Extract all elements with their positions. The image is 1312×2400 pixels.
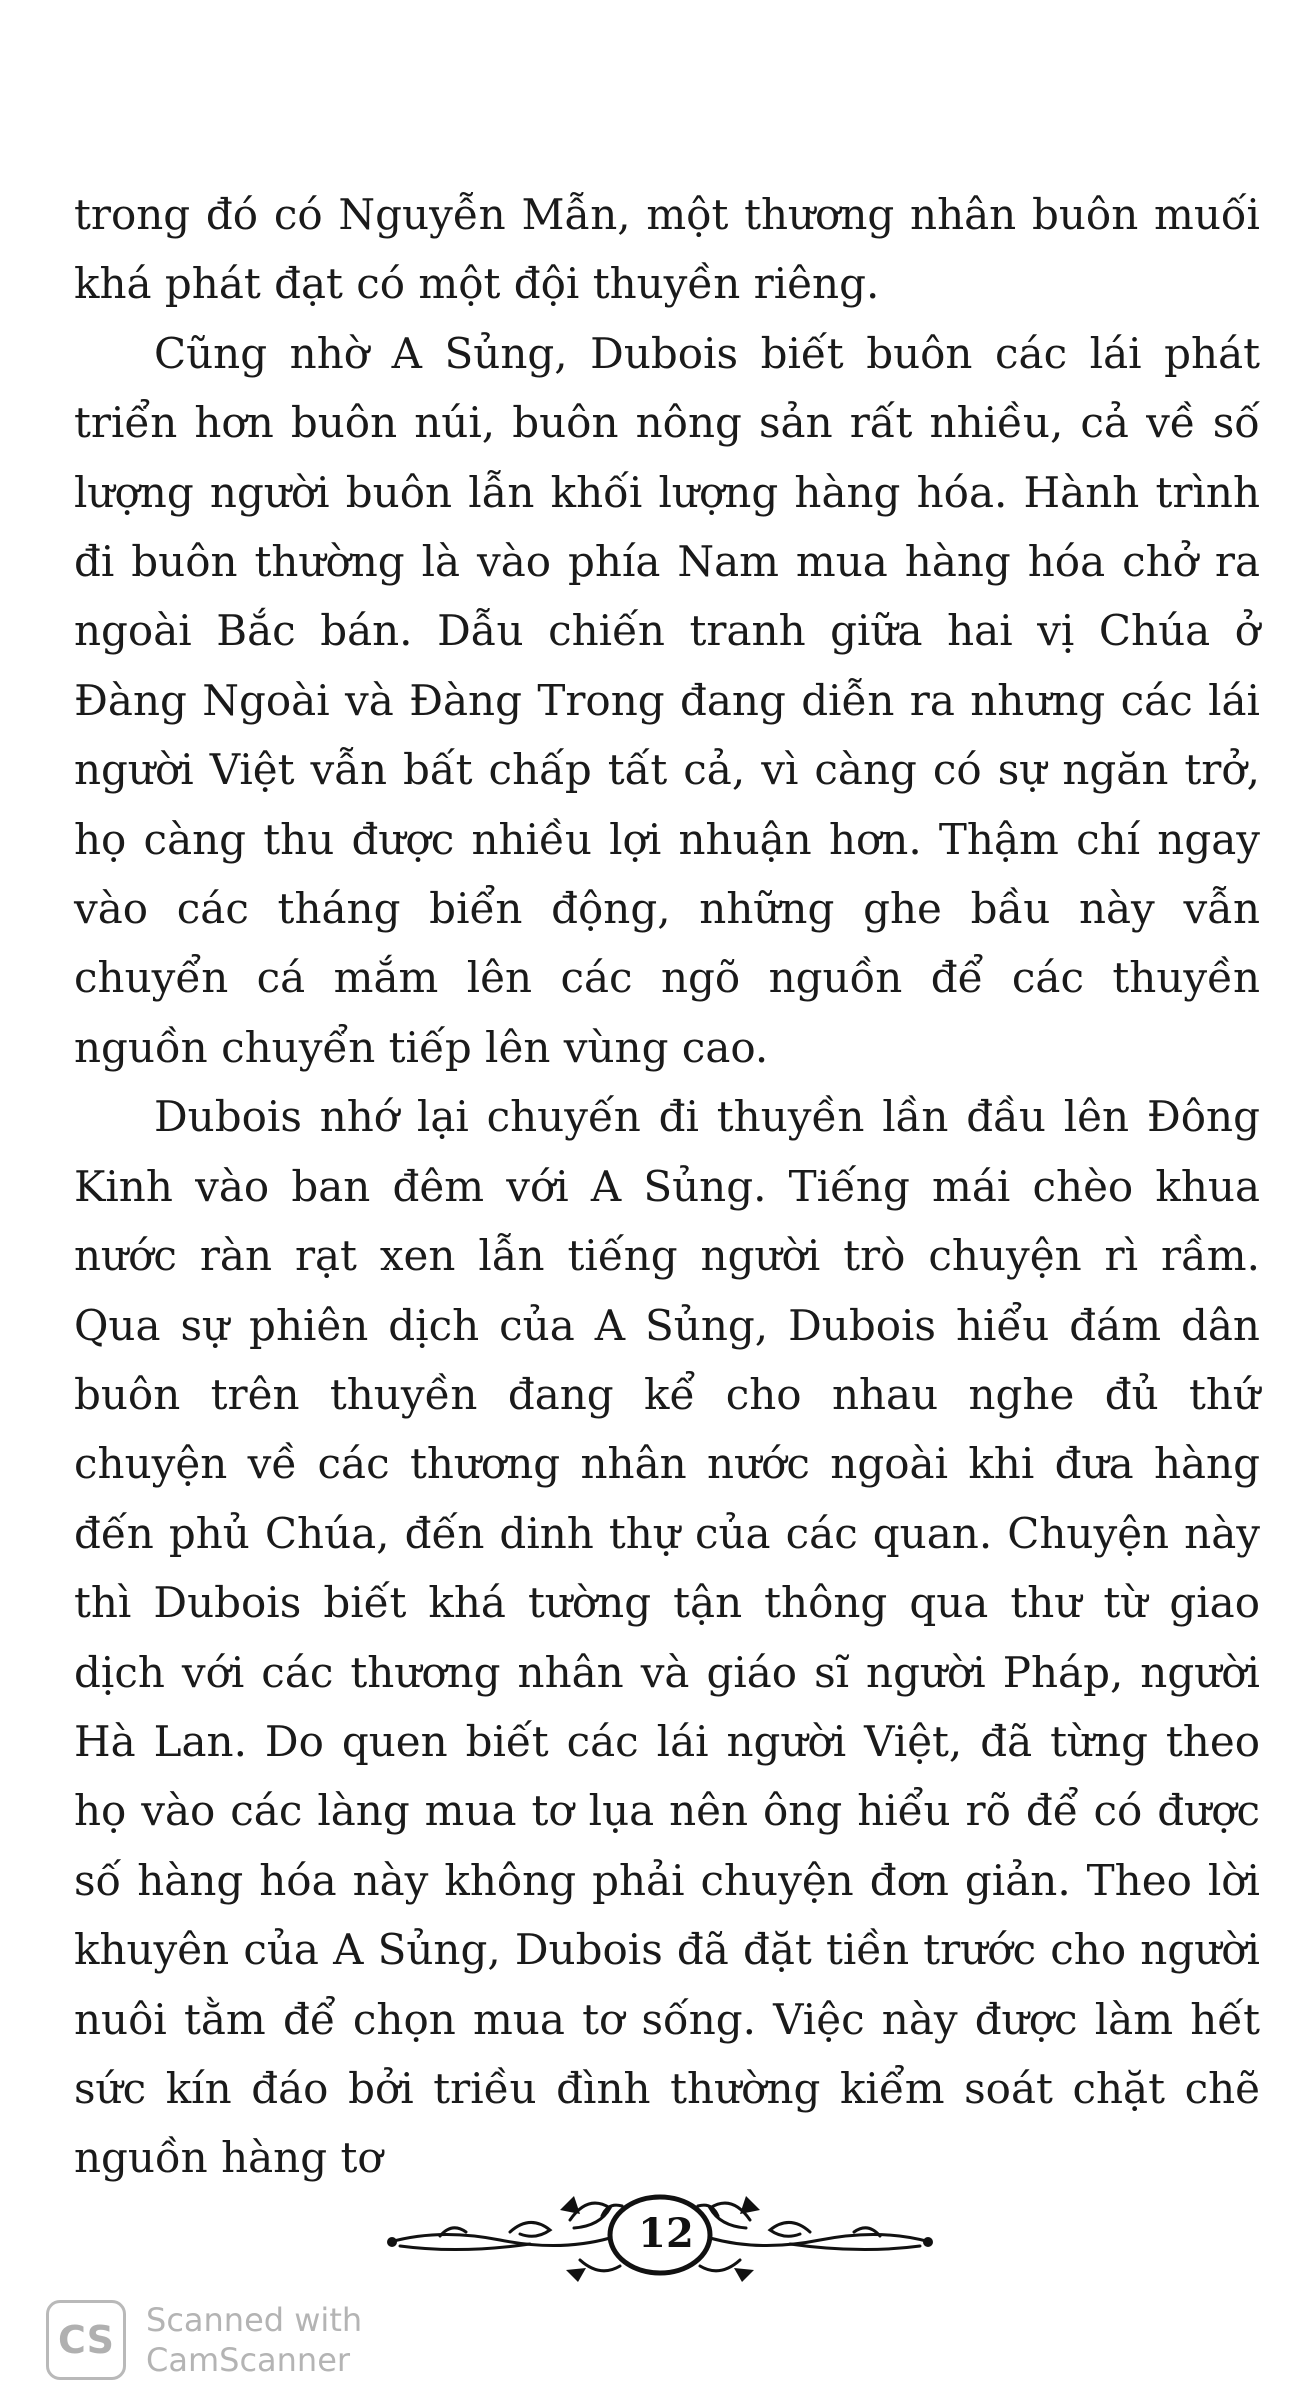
body-text xyxy=(74,180,1260,2193)
paragraph-1: trong đó có Nguyễn Mẫn, một thương nhân buôn muối khá phát đạt có một đội thuyền riêng. xyxy=(74,190,1260,309)
camscanner-watermark xyxy=(46,2300,376,2380)
page-number: 12 xyxy=(638,2209,694,2257)
paragraph-3: Dubois nhớ lại chuyến đi thuyền lần đầu lên Đông Kinh vào ban đêm với A Sủng. Tiếng mái chèo khua nước ràn rạt xen lẫn tiếng người trò chuyện rì rầm. Qua sự phiên dịch của A Sủng, Dubois hiểu đám dân buôn trên thuyền đang kể cho nhau nghe đủ thứ chuyện về các thương nhân nước ngoài khi đưa hàng đến phủ Chúa, đến dinh thự của các quan. Chuyện này thì Dubois biết khá tường tận thông qua thư từ giao dịch với các thương nhân và giáo sĩ người Pháp, người Hà Lan. Do quen biết các lái người Việt, đã từng theo họ vào các làng mua tơ lụa nên ông hiểu rõ để có được số hàng hóa này không phải chuyện đơn giản. Theo lời khuyên của A Sủng, Dubois đã đặt tiền trước cho người nuôi tằm để chọn mua tơ sống. Việc này được làm hết sức kín đáo bởi triều đình thường kiểm soát chặt chẽ nguồn hàng tơ xyxy=(74,1092,1260,2183)
camscanner-text xyxy=(146,2300,362,2380)
watermark-line-1: Scanned with xyxy=(146,2301,363,2339)
paragraph-2: Cũng nhờ A Sủng, Dubois biết buôn các lái phát triển hơn buôn núi, buôn nông sản rất nhiều, cả về số lượng người buôn lẫn khối lượng hàng hóa. Hành trình đi buôn thường là vào phía Nam mua hàng hóa chở ra ngoài Bắc bán. Dẫu chiến tranh giữa hai vị Chúa ở Đàng Ngoài và Đàng Trong đang diễn ra nhưng các lái người Việt vẫn bất chấp tất cả, vì càng có sự ngăn trở, họ càng thu được nhiều lợi nhuận hơn. Thậm chí ngay vào các tháng biển động, những ghe bầu này vẫn chuyển cá mắm lên các ngõ nguồn để các thuyền nguồn chuyển tiếp lên vùng cao. xyxy=(74,328,1260,1072)
watermark-line-2: CamScanner xyxy=(146,2341,351,2379)
camscanner-logo-icon: CS xyxy=(46,2300,126,2380)
